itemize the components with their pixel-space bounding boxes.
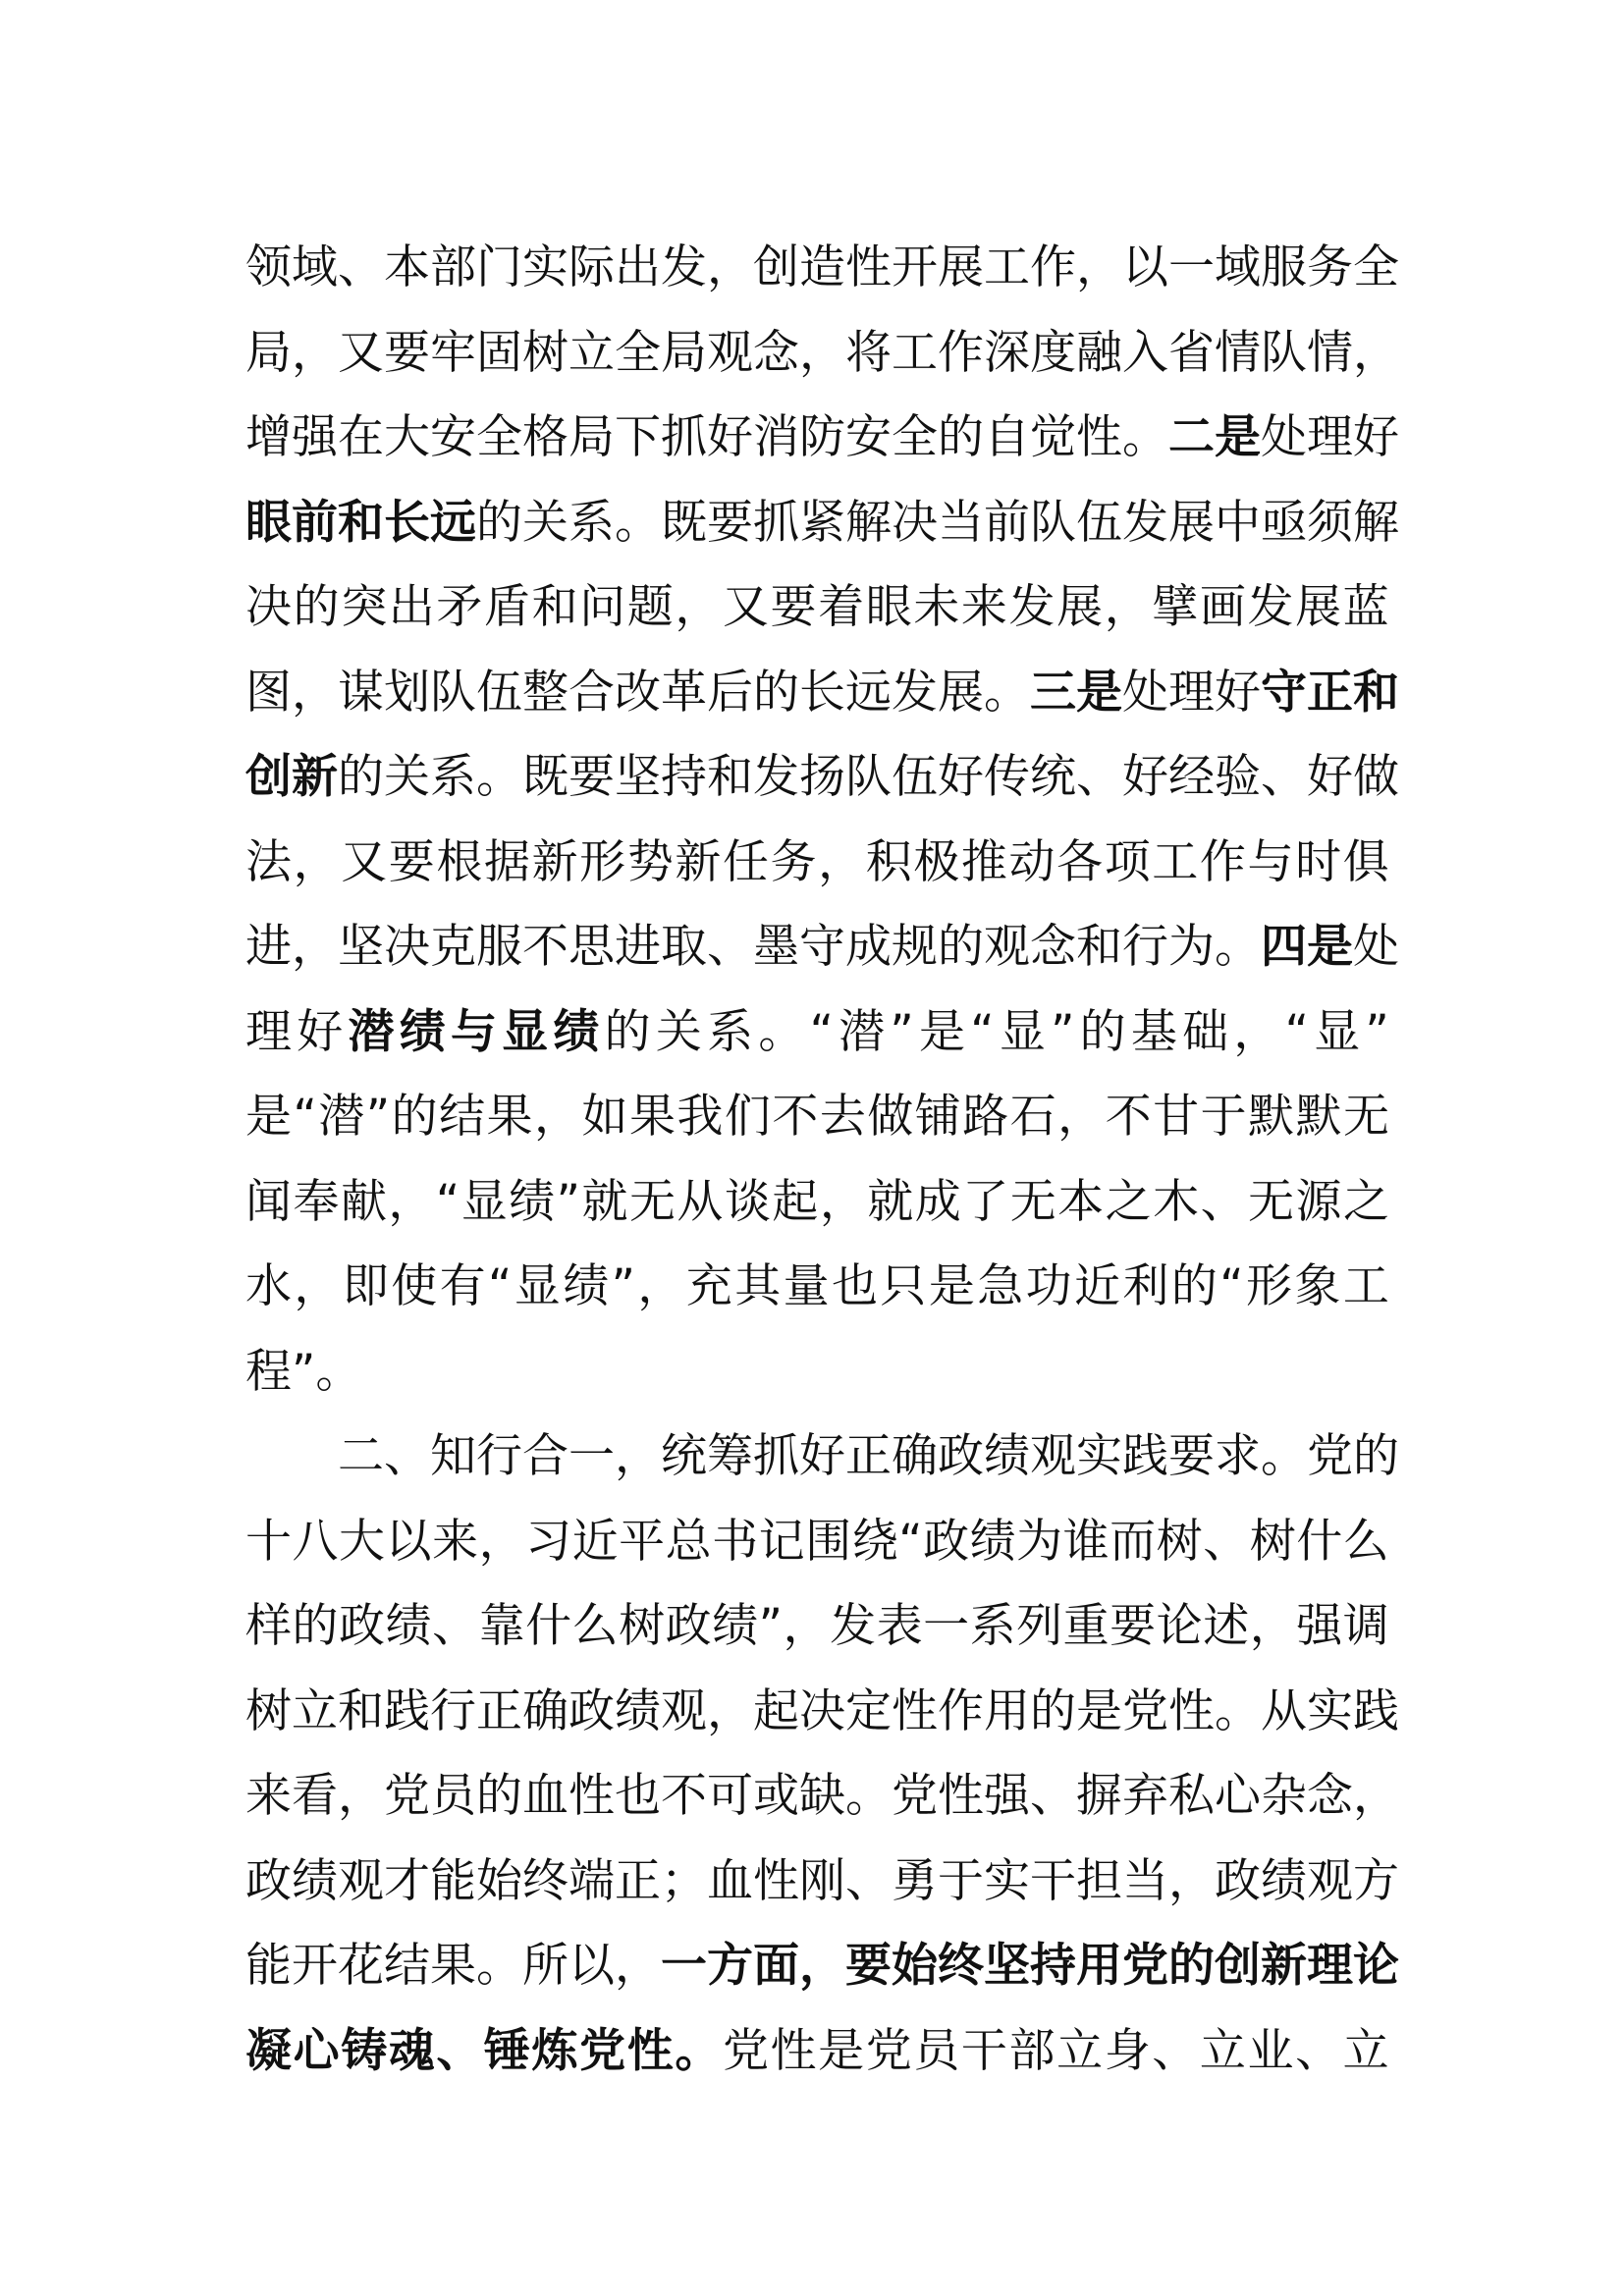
text-line: 图 ， 谋 划 队 伍 整 合 改 革 后 的 长 远 发 展 。 三 是 处 理 好 守 正 和 [245,665,1399,720]
text-line: 来 看 ， 党 员 的 血 性 也 不 可 或 缺 。 党 性 强 、 摒 弃 私 心 杂 念 ， [245,1769,1399,1823]
text-line: 决 的 突 出 矛 盾 和 问 题 ， 又 要 着 眼 未 来 发 展 ， 擘 画 发 展 蓝 [245,580,1389,634]
text-line: 法 ， 又 要 根 据 新 形 势 新 任 务 ， 积 极 推 动 各 项 工 作 与 时 俱 [245,834,1389,889]
text-line: 领 域 、 本 部 门 实 际 出 发 ， 创 造 性 开 展 工 作 ， 以 一 域 服 务 全 [245,240,1399,294]
text-line: 局 ， 又 要 牢 固 树 立 全 局 观 念 ， 将 工 作 深 度 融 入 省 情 队 情 ， [245,325,1399,380]
text-line: 十 八 大 以 来 ， 习 近 平 总 书 记 围 绕 “ 政 绩 为 谁 而 树 、 树 什 么 [245,1514,1389,1569]
body-text [245,226,1399,2094]
text-line: 二 、 知 行 合 一 ， 统 筹 抓 好 正 确 政 绩 观 实 践 要 求 。 党 的 [338,1429,1399,1483]
text-line: 创 新 的 关 系 。 既 要 坚 持 和 发 扬 队 伍 好 传 统 、 好 经 验 、 好 做 [245,750,1399,804]
text-line: 进 ， 坚 决 克 服 不 思 进 取 、 墨 守 成 规 的 观 念 和 行 为 。 四 是 处 [245,920,1399,974]
text-line: 凝 心 铸 魂 、 锤 炼 党 性 。 党 性 是 党 员 干 部 立 身 、 立 业 、 立 [245,2023,1389,2078]
text-line: 树 立 和 践 行 正 确 政 绩 观 ， 起 决 定 性 作 用 的 是 党 性 。 从 实 践 [245,1683,1399,1738]
text-line: 眼 前 和 长 远 的 关 系 。 既 要 抓 紧 解 决 当 前 队 伍 发 展 中 亟 须 解 [245,495,1399,550]
text-line: 程 ” 。 [245,1344,362,1399]
text-line: 政 绩 观 才 能 始 终 端 正 ； 血 性 刚 、 勇 于 实 干 担 当 ， 政 绩 观 方 [245,1853,1399,1908]
text-line: 闻 奉 献 ， “ 显 绩 ” 就 无 从 谈 起 ， 就 成 了 无 本 之 木 、 无 源 之 [245,1174,1389,1229]
text-line: 是 “ 潜 ” 的 结 果 ， 如 果 我 们 不 去 做 铺 路 石 ， 不 甘 于 默 默 无 [245,1090,1389,1144]
text-line: 理 好 潜 绩 与 显 绩 的 关 系 。 “ 潜 ” 是 “ 显 ” 的 基 础 ， “ 显 ” [245,1004,1389,1059]
text-line: 能 开 花 结 果 。 所 以 ， 一 方 面 ， 要 始 终 坚 持 用 党 的 创 新 理 论 [245,1939,1399,1993]
text-line: 水 ， 即 使 有 “ 显 绩 ” ， 充 其 量 也 只 是 急 功 近 利 的 “ 形 象 工 [245,1259,1389,1313]
text-line: 样 的 政 绩 、 靠 什 么 树 政 绩 ” ， 发 表 一 系 列 重 要 论 述 ， 强 调 [245,1599,1389,1653]
text-line: 增 强 在 大 安 全 格 局 下 抓 好 消 防 安 全 的 自 觉 性 。 二 是 处 理 好 [245,410,1399,464]
